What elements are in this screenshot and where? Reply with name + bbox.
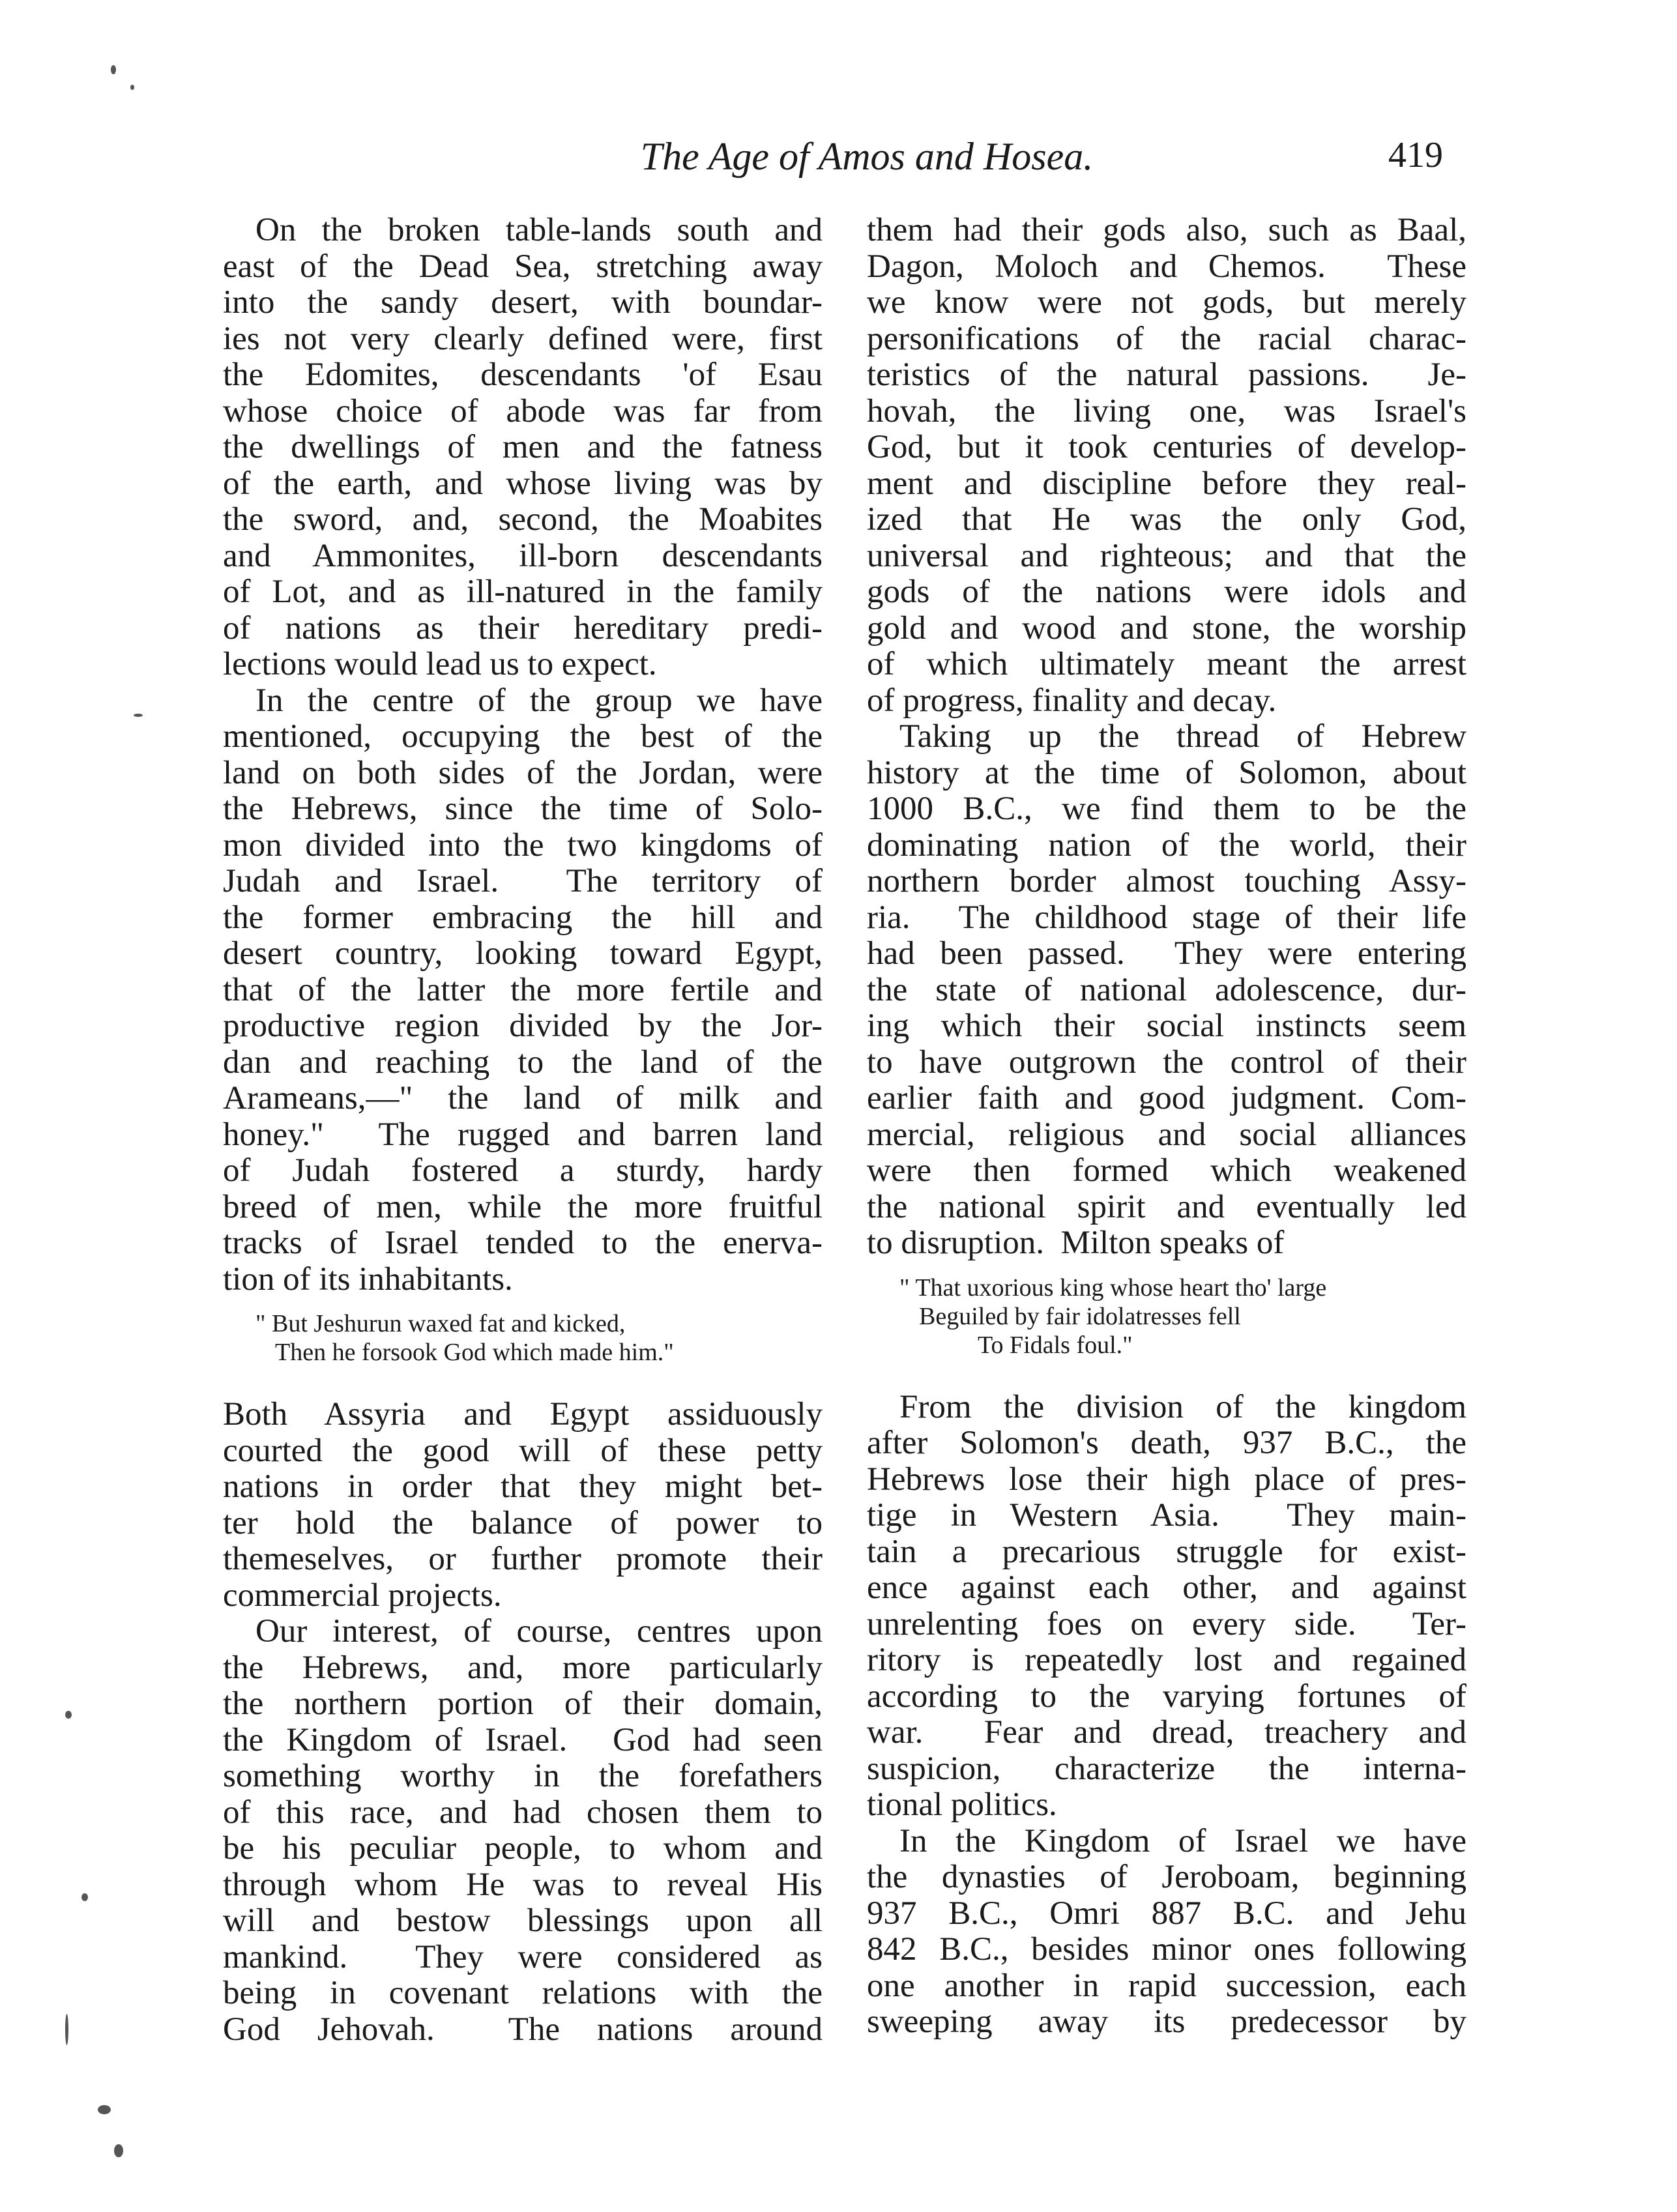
text-line: them had their gods also, such as Baal, [867,212,1466,248]
text-line: the northern portion of their domain, [223,1685,823,1722]
text-line: ment and discipline before they real- [867,465,1466,502]
text-line: the sword, and, second, the Moabites [223,501,823,538]
text-line: Taking up the thread of Hebrew [899,718,1466,755]
text-line: through whom He was to reveal His [223,1866,823,1903]
text-line: east of the Dead Sea, stretching away [223,248,823,285]
paragraph [223,1614,823,2048]
text-line: commercial projects. [223,1577,502,1614]
text-line: being in covenant relations with the [223,1975,823,2011]
scan-speck [65,1711,72,1719]
text-line: gold and wood and stone, the worship [867,609,1466,647]
text-line: productive region divided by the Jor- [223,1008,823,1044]
text-line: of which ultimately meant the arrest [867,646,1466,682]
scan-speck [130,85,134,90]
text-line: the Hebrews, and, more particularly [223,1649,823,1686]
text-line: of nations as their hereditary predi- [223,609,823,647]
text-line: the Edomites, descendants 'of Esau [223,357,823,393]
text-line: Both Assyria and Egypt assiduously [223,1396,823,1433]
text-line: desert country, looking toward Egypt, [223,935,823,972]
text-line: 842 B.C., besides minor ones following [867,1931,1466,1968]
text-line: In the centre of the group we have [255,682,823,719]
text-line: 937 B.C., Omri 887 B.C. and Jehu [867,1895,1466,1932]
text-line: mankind. They were considered as [223,1938,823,1975]
text-line: universal and righteous; and that the [867,537,1466,574]
text-line: 1000 B.C., we find them to be the [867,791,1466,827]
text-line: according to the varying fortunes of [867,1678,1466,1715]
text-line: courted the good will of these petty [223,1432,823,1469]
text-line: breed of men, while the more fruitful [223,1188,823,1225]
text-line: of this race, and had chosen them to [223,1794,823,1831]
text-line: to disruption. Milton speaks of [867,1225,1285,1261]
text-line: Hebrews lose their high place of pres- [867,1461,1466,1498]
verse-line: " But Jeshurun waxed fat and kicked, [255,1310,626,1337]
text-line: of Judah fostered a sturdy, hardy [223,1152,823,1189]
text-line: From the division of the kingdom [899,1388,1466,1425]
text-line: lections would lead us to expect. [223,646,657,682]
text-line: In the Kingdom of Israel we have [899,1822,1466,1859]
text-line: the Hebrews, since the time of Solo- [223,791,823,827]
text-line: that of the latter the more fertile and [223,971,823,1008]
text-line: ing which their social instincts seem [867,1008,1466,1044]
text-line: On the broken table-lands south and [255,212,823,248]
right-column [867,212,1466,2041]
text-line: something worthy in the forefathers [223,1758,823,1794]
text-line: mon divided into the two kingdoms of [223,826,823,864]
text-line: the dwellings of men and the fatness [223,429,823,465]
scan-speck [114,2144,123,2157]
text-line: into the sandy desert, with boundar- [223,284,823,321]
text-line: gods of the nations were idols and [867,574,1466,610]
text-line: ized that He was the only God, [867,501,1466,538]
scan-speck [111,65,116,74]
text-line: the Kingdom of Israel. God had seen [223,1721,823,1758]
text-line: themeselves, or further promote their [223,1541,823,1577]
text-line: honey." The rugged and barren land [223,1116,823,1153]
paragraph [867,212,1466,719]
page-number: 419 [1388,135,1443,175]
text-line: the national spirit and eventually led [867,1188,1466,1225]
text-line: mercial, religious and social alliances [867,1116,1466,1153]
text-line: God Jehovah. The nations around [223,2011,823,2048]
text-line: history at the time of Solomon, about [867,754,1466,791]
text-line: Judah and Israel. The territory of [223,863,823,899]
text-line: northern border almost touching Assy- [867,863,1466,899]
paragraph [223,212,823,683]
running-title: The Age of Amos and Hosea. [640,135,1094,178]
text-line: of the earth, and whose living was by [223,465,823,502]
left-column [223,212,823,2048]
text-line: of Lot, and as ill-natured in the family [223,574,823,610]
text-line: to have outgrown the control of their [867,1043,1466,1081]
scan-speck [65,2014,68,2045]
text-line: war. Fear and dread, treachery and [867,1714,1466,1751]
text-line: the state of national adolescence, dur- [867,971,1466,1008]
verse-quotation [255,1309,823,1367]
text-line: ter hold the balance of power to [223,1504,823,1541]
verse-line: Then he forsook God which made him." [275,1339,674,1366]
text-line: teristics of the natural passions. Je- [867,357,1466,393]
text-line: God, but it took centuries of develop- [867,429,1466,465]
text-line: nations in order that they might bet- [223,1468,823,1505]
text-line: were then formed which weakened [867,1152,1466,1189]
paragraph [223,1397,823,1614]
text-line: one another in rapid succession, each [867,1967,1466,2004]
text-line: ria. The childhood stage of their life [867,899,1466,936]
text-line: land on both sides of the Jordan, were [223,754,823,791]
text-line: dan and reaching to the land of the [223,1043,823,1081]
text-line: Dagon, Moloch and Chemos. These [867,248,1466,285]
text-line: after Solomon's death, 937 B.C., the [867,1425,1466,1461]
text-line: tige in Western Asia. They main- [867,1497,1466,1534]
text-line: hovah, the living one, was Israel's [867,392,1466,429]
text-line: and Ammonites, ill-born descendants [223,537,823,574]
text-line: tion of its inhabitants. [223,1260,513,1298]
text-line: be his peculiar people, to whom and [223,1830,823,1867]
text-line: earlier faith and good judgment. Com- [867,1080,1466,1116]
text-line: ies not very clearly defined were, first [223,320,823,357]
text-line: mentioned, occupying the best of the [223,718,823,755]
text-line: the dynasties of Jeroboam, beginning [867,1859,1466,1895]
paragraph [867,1390,1466,1824]
text-line: had been passed. They were entering [867,935,1466,972]
text-line: suspicion, characterize the interna- [867,1750,1466,1787]
text-line: the former embracing the hill and [223,899,823,936]
scan-speck [134,714,143,717]
text-line: Arameans,—" the land of milk and [223,1080,823,1116]
paragraph [223,683,823,1298]
text-line: will and bestow blessings upon all [223,1902,823,1939]
text-line: Our interest, of course, centres upon [255,1613,823,1650]
text-line: of progress, finality and decay. [867,682,1277,719]
text-line: ence against each other, and against [867,1569,1466,1606]
verse-line: Beguiled by fair idolatresses fell [919,1302,1241,1330]
text-line: whose choice of abode was far from [223,392,823,429]
text-line: dominating nation of the world, their [867,826,1466,864]
text-line: sweeping away its predecessor by [867,2003,1466,2040]
verse-line: To Fidals foul." [978,1331,1133,1359]
text-line: tional politics. [867,1786,1057,1823]
text-line: personifications of the racial charac- [867,320,1466,357]
verse-line: " That uxorious king whose heart tho' large [899,1273,1327,1302]
scan-speck [98,2105,111,2114]
scan-speck [81,1893,88,1901]
verse-quotation [899,1273,1466,1360]
text-line: ritory is repeatedly lost and regained [867,1642,1466,1678]
text-line: we know were not gods, but merely [867,284,1466,321]
text-line: unrelenting foes on every side. Ter- [867,1605,1466,1642]
text-line: tain a precarious struggle for exist- [867,1533,1466,1570]
paragraph [867,1824,1466,2041]
paragraph [867,719,1466,1262]
text-line: tracks of Israel tended to the enerva- [223,1225,823,1261]
